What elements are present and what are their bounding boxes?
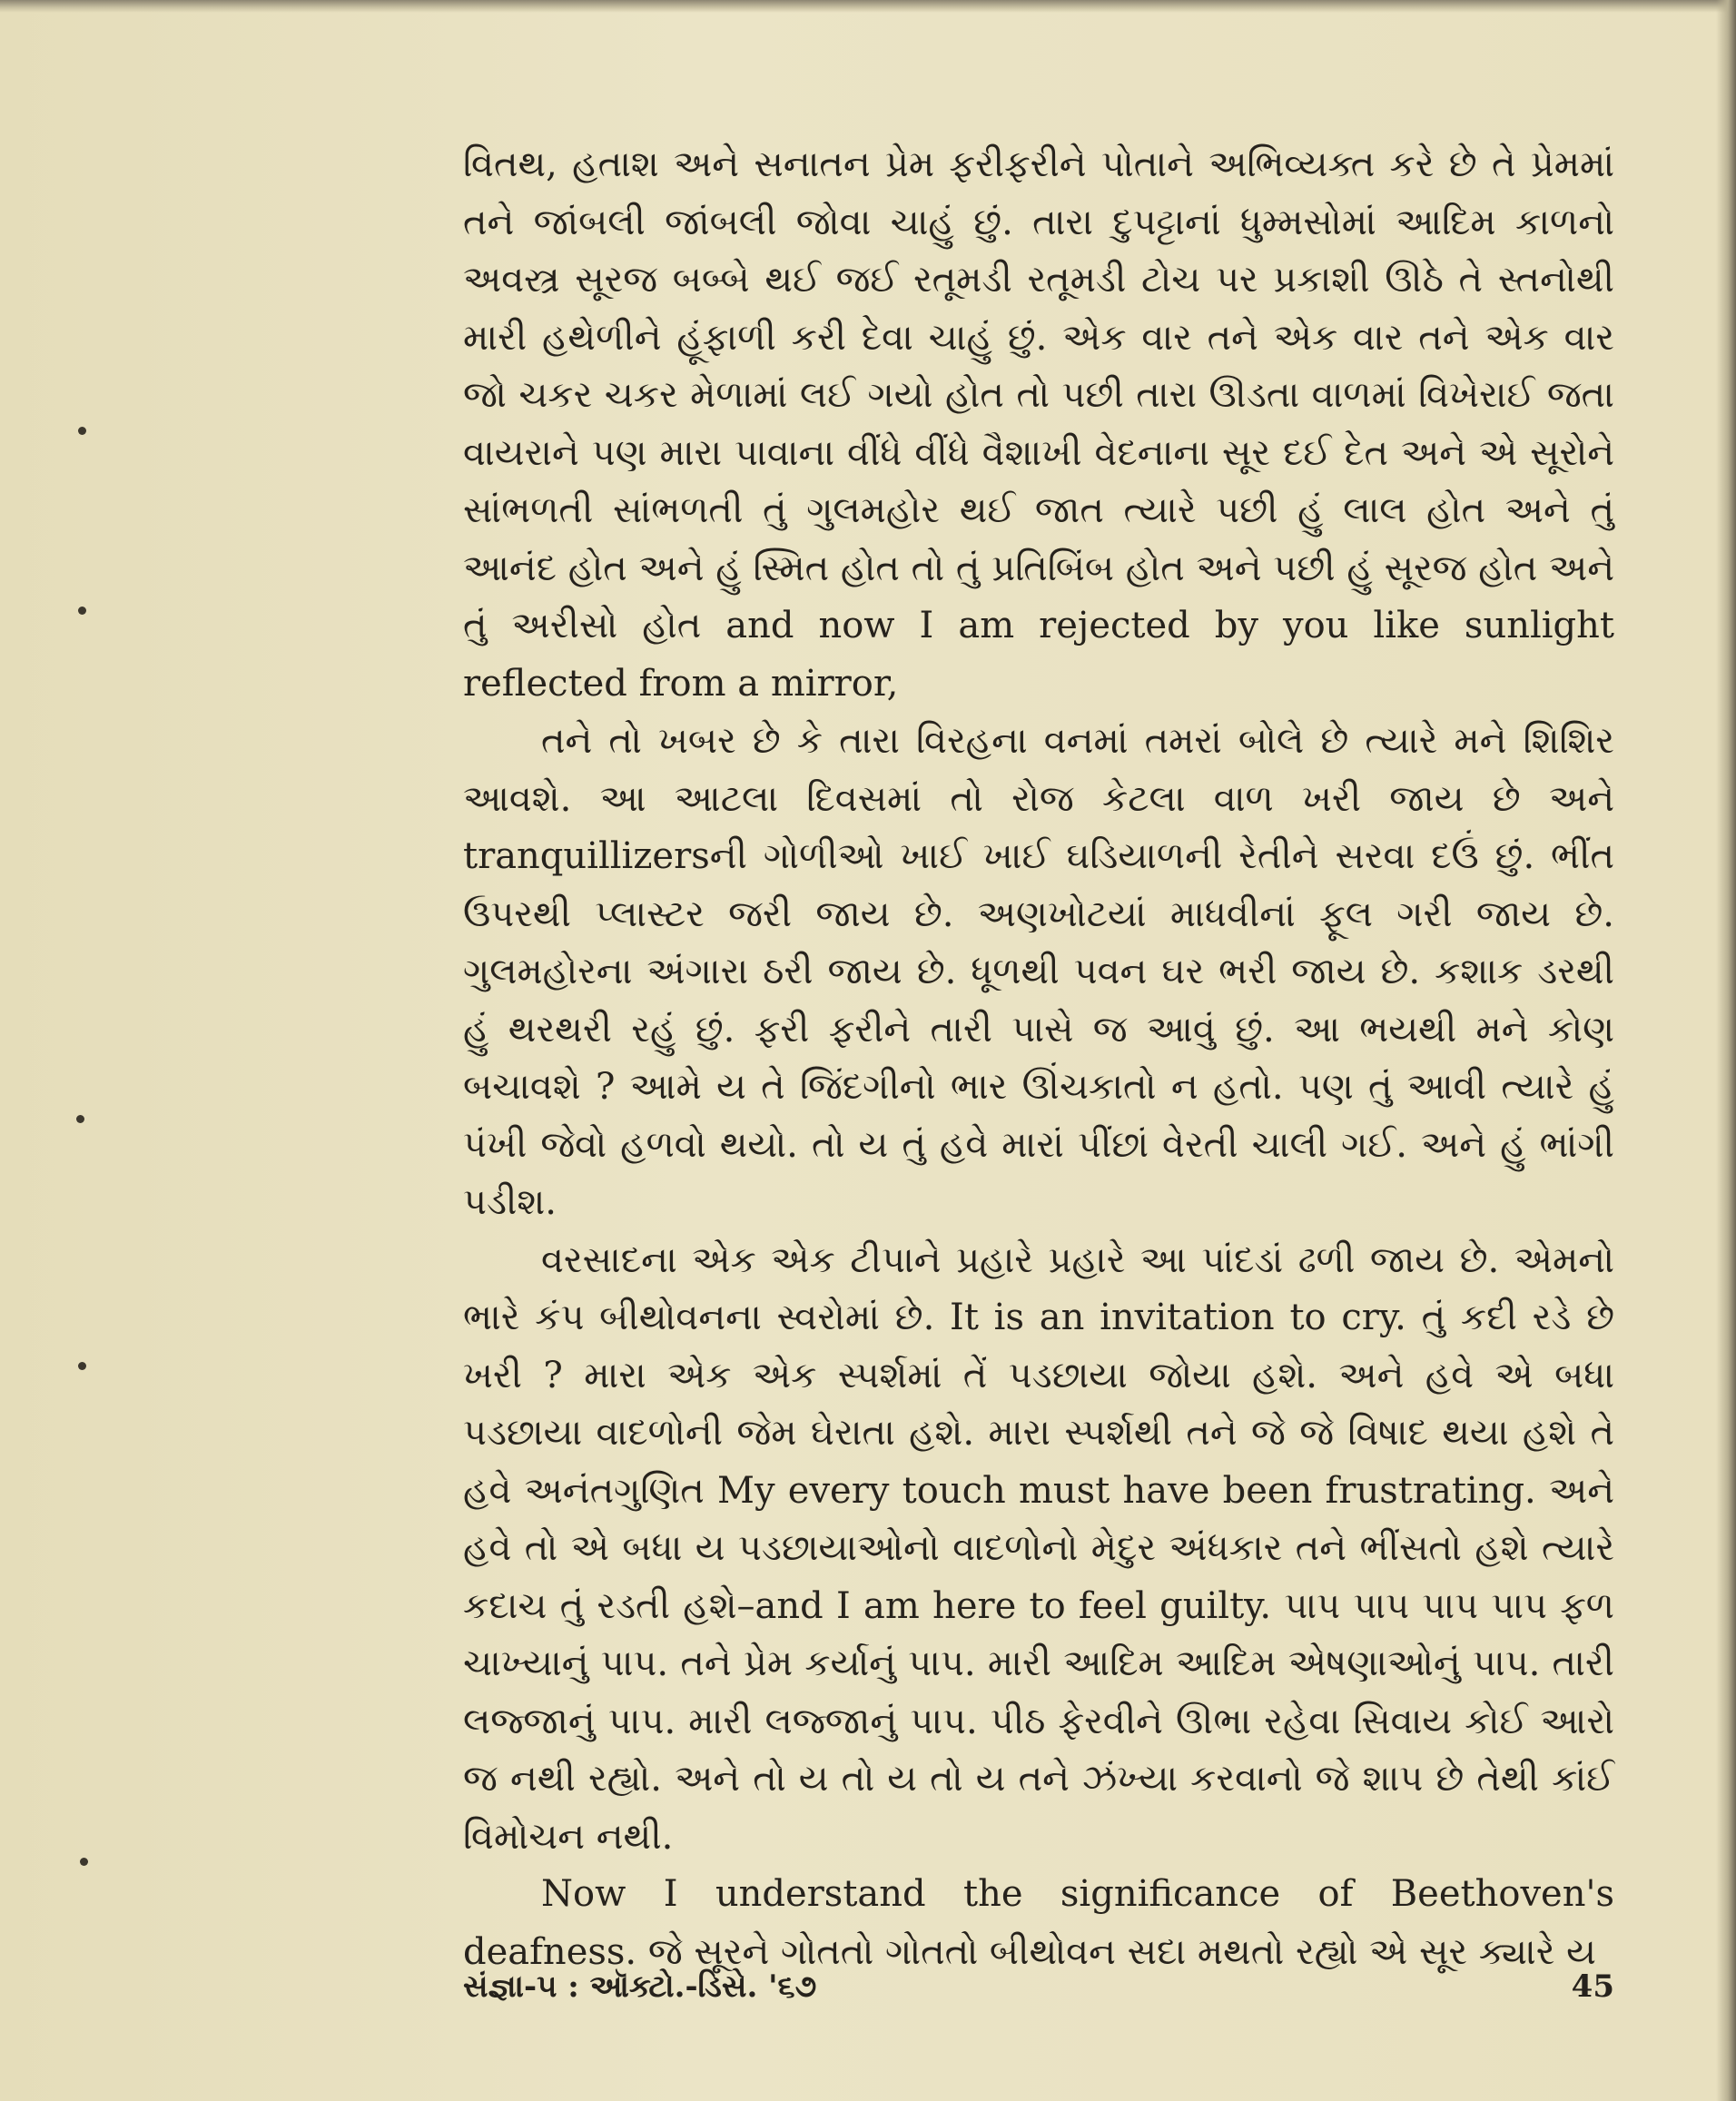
- paragraph-1: વિતથ, હતાશ અને સનાતન પ્રેમ ફરીફરીને પોતાને અભિવ્યક્ત કરે છે તે પ્રેમમાં તને જાંબલી જાંબલી જોવા ચાહું છું. તારા દુપટ્ટાનાં ધુમ્મસોમાં આદિમ કાળનો અવસ્ત્ર સૂરજ બબ્બે થઈ જઈ રતૂમડી રતૂમડી ટોચ પર પ્રકાશી ઊઠે તે સ્તનોથી મારી હથેળીને હૂંફાળી કરી દેવા ચાહું છું. એક વાર તને એક વાર તને એક વાર જો ચકર ચકર મેળામાં લઈ ગયો હોત તો પછી તારા ઊડતા વાળમાં વિખેરાઈ જતા વાયરાને પણ મારા પાવાના વીંધે વીંધે વૈશાખી વેદનાના સૂર દઈ દેત અને એ સૂરોને સાંભળતી સાંભળતી તું ગુલમહોર થઈ જાત ત્યારે પછી હું લાલ હોત અને તું આનંદ હોત અને હું સ્મિત હોત તો તું પ્રતિબિંબ હોત અને પછી હું સૂરજ હોત અને તું અરીસો હોત and now I am rejected by you like sunlight reflected from a mirror,: [463, 143, 1614, 705]
- margin-mark-1: [78, 427, 86, 435]
- body-text: [463, 136, 1614, 1981]
- paragraph-3: વરસાદના એક એક ટીપાને પ્રહારે પ્રહારે આ પાંદડાં ઢળી જાય છે. એમનો ભારે કંપ બીથોવનના સ્વરોમાં છે. It is an invitation to cry. તું કદી રડે છે ખરી ? મારા એક એક સ્પર્શમાં તેં પડછાયા જોયા હશે. અને હવે એ બધા પડછાયા વાદળોની જેમ ઘેરાતા હશે. મારા સ્પર્શથી તને જે જે વિષાદ થયા હશે તે હવે અનંતગુણિત My every touch must have been frustrating. અને હવે તો એ બધા ય પડછાયાઓનો વાદળોનો મેદુર અંધકાર તને ભીંસતો હશે ત્યારે કદાચ તું રડતી હશે–and I am here to feel guilty. પાપ પાપ પાપ પાપ ફળ ચાખ્યાનું પાપ. તને પ્રેમ કર્યાનું પાપ. મારી આદિમ આદિમ એષણાઓનું પાપ. તારી લજ્જાનું પાપ. મારી લજ્જાનું પાપ. પીઠ ફેરવીને ઊભા રહેવા સિવાય કોઈ આરો જ નથી રહ્યો. અને તો ય તો ય તો ય તને ઝંખ્યા કરવાનો જે શાપ છે તેથી કાંઈ વિમોચન નથી.: [463, 1238, 1614, 1858]
- margin-mark-2: [78, 607, 86, 615]
- margin-mark-4: [78, 1362, 86, 1370]
- paragraph-2: તને તો ખબર છે કે તારા વિરહના વનમાં તમરાં બોલે છે ત્યારે મને શિશિર આવશે. આ આટલા દિવસમાં તો રોજ કેટલા વાળ ખરી જાય છે અને tranquillizersની ગોળીઓ ખાઈ ખાઈ ઘડિયાળની રેતીને સરવા દઉં છું. ભીંત ઉપરથી પ્લાસ્ટર જરી જાય છે. અણખોટયાં માધવીનાં ફૂલ ગરી જાય છે. ગુલમહોરના અંગારા ઠરી જાય છે. ધૂળથી પવન ઘર ભરી જાય છે. કશાક ડરથી હું થરથરી રહું છું. ફરી ફરીને તારી પાસે જ આવું છું. આ ભયથી મને કોણ બચાવશે ? આમે ય તે જિંદગીનો ભાર ઊંચકાતો ન હતો. પણ તું આવી ત્યારે હું પંખી જેવો હળવો થયો. તો ય તું હવે મારાં પીંછાં વેરતી ચાલી ગઈ. અને હું ભાંગી પડીશ.: [463, 720, 1614, 1223]
- journal-issue: સંજ્ઞા-૫ : ઑક્ટો.-ડિસે. '૬૭: [463, 1968, 817, 2005]
- page-top-edge: [0, 0, 1736, 13]
- margin-mark-3: [76, 1115, 84, 1123]
- page-number: 45: [1571, 1968, 1614, 2005]
- paragraph-4: Now I understand the significance of Beethoven's deafness. જે સૂરને ગોતતો ગોતતો બીથોવન સદા મથતો રહ્યો એ સૂર ક્યારે ય: [463, 1873, 1614, 1973]
- page-footer: [463, 1968, 1614, 2023]
- margin-mark-5: [80, 1858, 88, 1866]
- page-right-edge: [1716, 0, 1736, 2101]
